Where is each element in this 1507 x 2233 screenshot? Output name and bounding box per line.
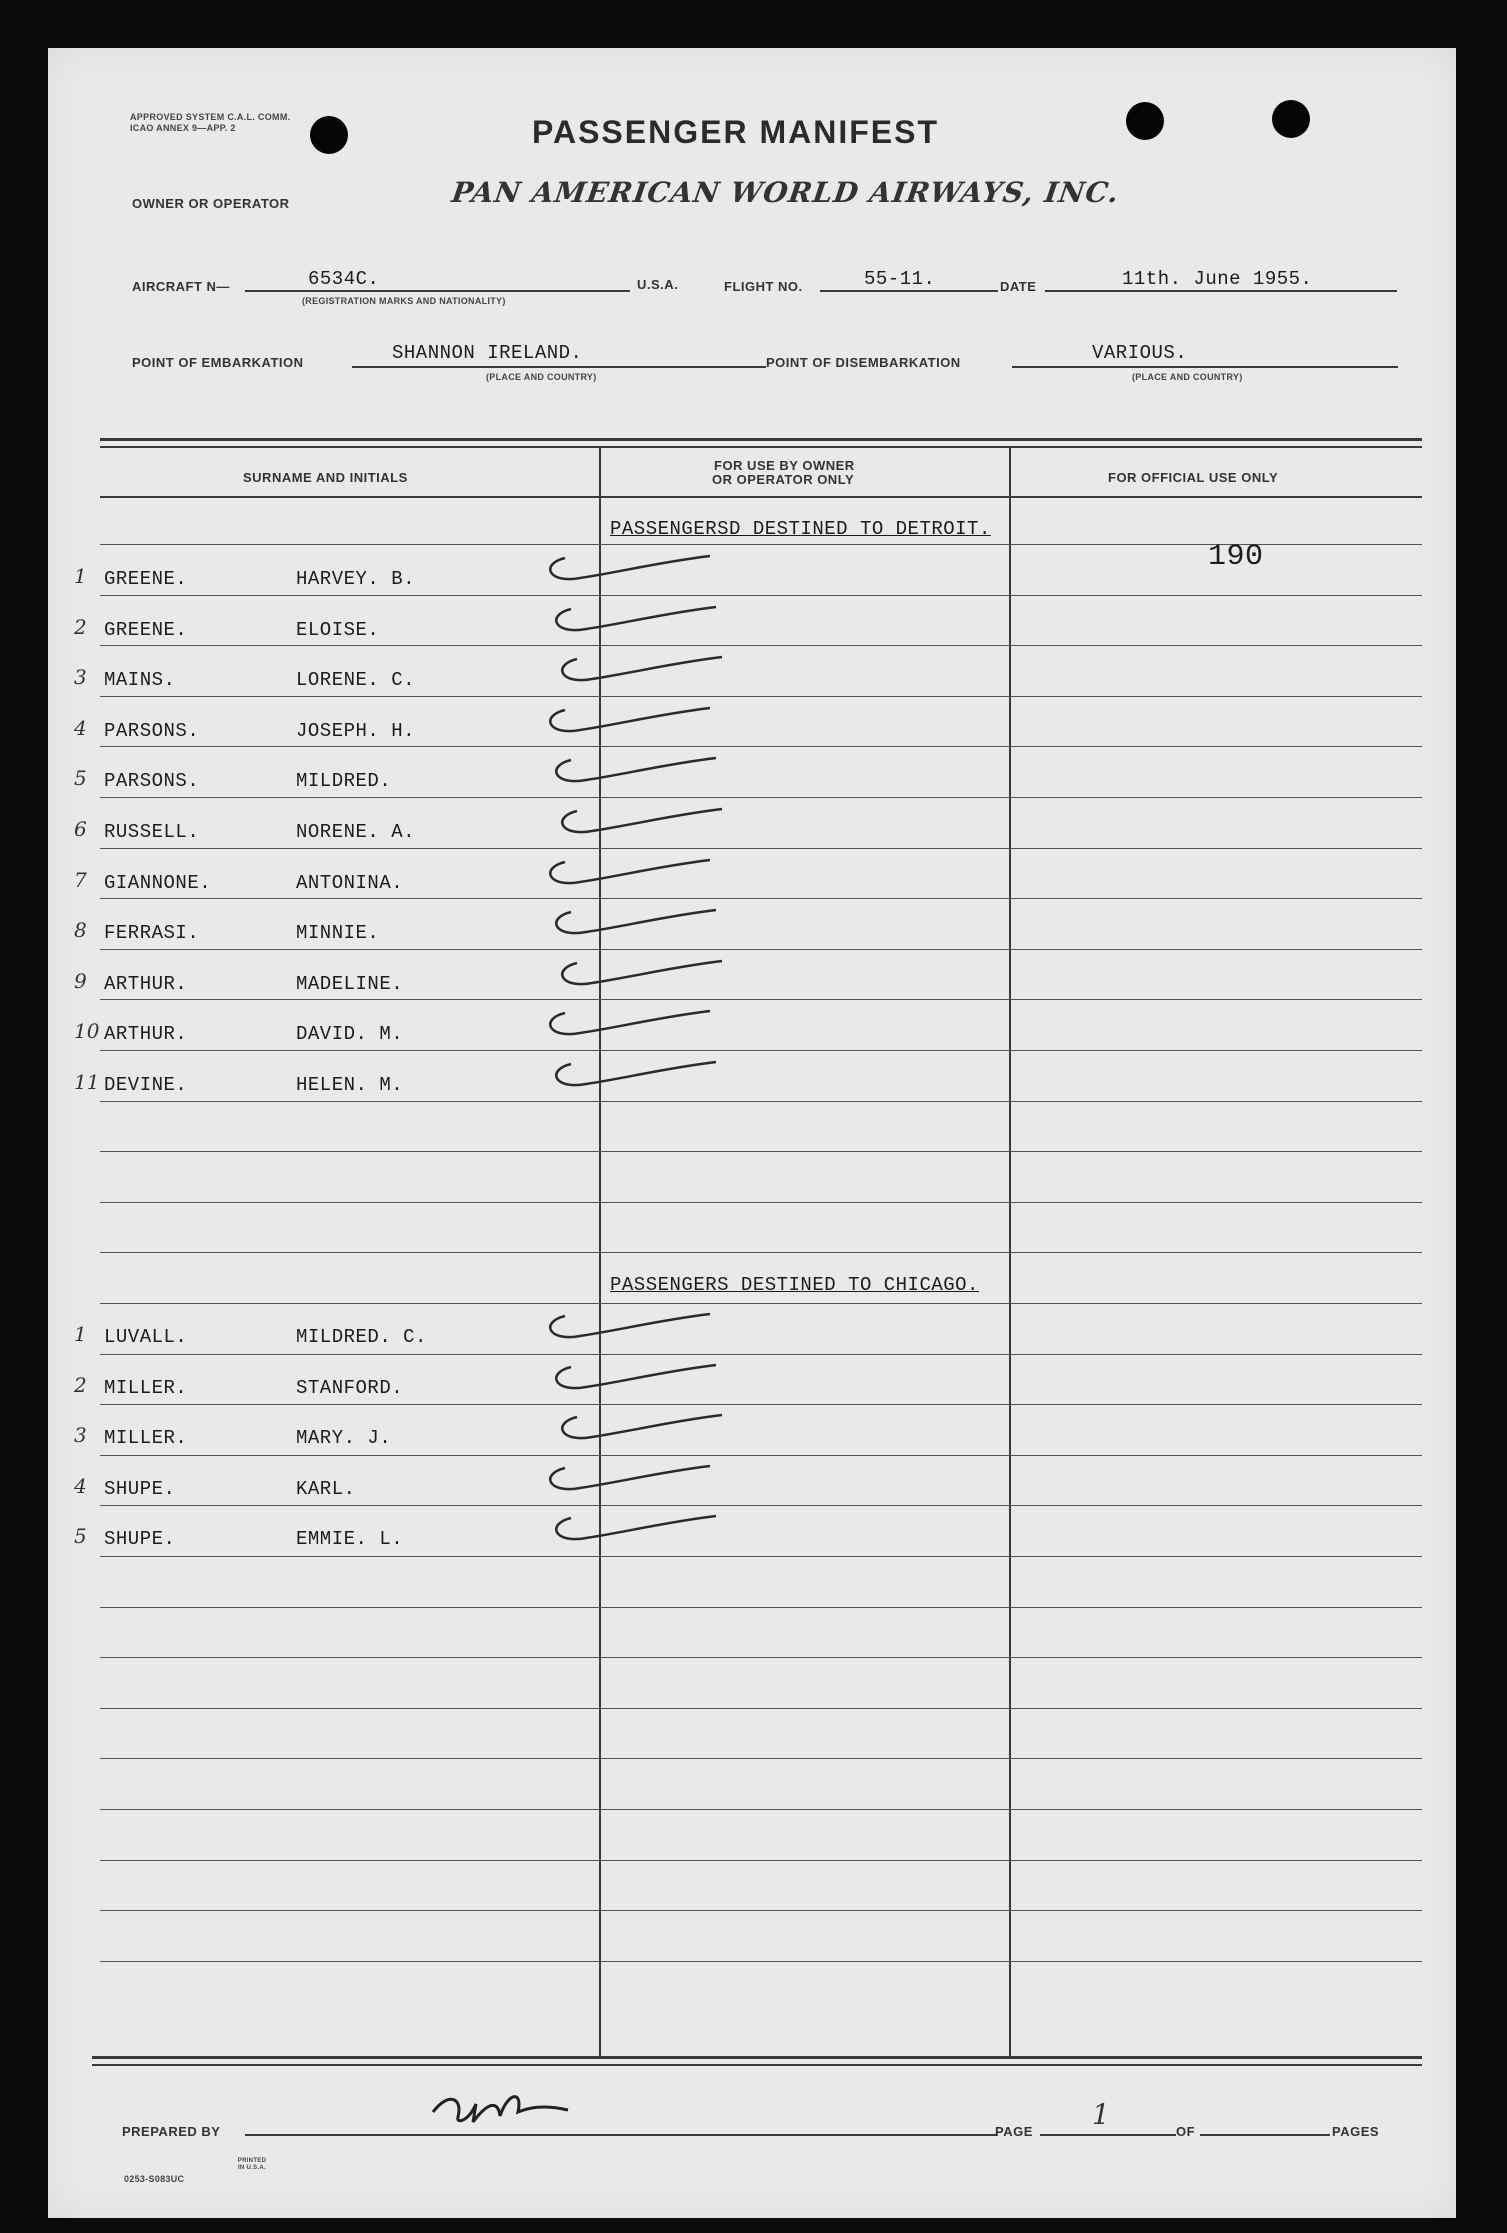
passenger-given-names: HARVEY. B. [296,568,416,590]
prepared-label: PREPARED BY [122,2124,221,2139]
page-label: PAGE [995,2124,1033,2139]
passenger-given-names: LORENE. C. [296,669,416,692]
passenger-surname: GREENE. [104,568,188,590]
check-mark [540,702,760,742]
passenger-given-names: MILDRED. [296,770,392,793]
ruled-line [100,848,1422,849]
passenger-surname: MAINS. [104,669,176,692]
ruled-line [100,595,1422,596]
passenger-number: 5 [74,766,87,791]
passenger-number: 10 [74,1019,100,1044]
prepared-signature [428,2082,578,2137]
passenger-surname: GIANNONE. [104,871,212,894]
date-line [1045,290,1397,292]
pages-label: PAGES [1332,2124,1380,2139]
check-mark [552,651,772,691]
passenger-surname: ARTHUR. [104,1023,188,1046]
page-line [1040,2134,1176,2136]
passenger-number: 5 [74,1524,87,1549]
ruled-line [100,645,1422,646]
passenger-given-names: HELEN. M. [296,1074,404,1096]
passenger-surname: ARTHUR. [104,972,188,995]
ruled-line [100,1202,1422,1203]
ruled-line [100,999,1422,1000]
punch-hole [310,116,348,154]
embark-label: POINT OF EMBARKATION [132,355,304,370]
column-header-surname: SURNAME AND INITIALS [243,470,408,485]
passenger-number: 2 [74,614,87,639]
check-mark [546,1510,766,1550]
check-mark [546,1359,766,1399]
column-header-owner-use: FOR USE BY OWNER [714,458,855,473]
check-mark [540,1308,760,1348]
passenger-given-names: EMMIE. L. [296,1528,404,1551]
check-mark [546,601,766,641]
table-top-rule [100,446,1422,448]
ruled-line [100,1252,1422,1253]
flight-label: FLIGHT NO. [724,279,803,294]
passenger-given-names: STANFORD. [296,1376,404,1399]
flight-value: 55-11. [864,268,936,290]
aircraft-line [245,290,630,292]
usa-label: U.S.A. [637,277,679,292]
passenger-surname: SHUPE. [104,1528,176,1551]
table-bottom-rule [92,2064,1422,2066]
manifest-sheet [48,48,1456,2218]
passenger-number: 2 [74,1372,87,1397]
column-header-official: FOR OFFICIAL USE ONLY [1108,470,1279,485]
ruled-line [100,898,1422,899]
passenger-surname: LUVALL. [104,1326,188,1348]
ruled-line [100,1910,1422,1911]
approval-note: APPROVED SYSTEM C.A.L. COMM. ICAO ANNEX 9—APP. 2 [130,112,291,133]
check-mark [540,1005,760,1045]
embark-sub: (PLACE AND COUNTRY) [486,372,597,382]
owner-label: OWNER OR OPERATOR [132,196,290,211]
embark-line [352,366,766,368]
aircraft-sub: (REGISTRATION MARKS AND NATIONALITY) [302,296,506,306]
check-mark [552,1409,772,1449]
passenger-surname: FERRASI. [104,922,200,945]
ruled-line [100,1556,1422,1557]
group-header-detroit: PASSENGERSD DESTINED TO DETROIT. [610,518,991,540]
passenger-given-names: KARL. [296,1477,356,1500]
of-label: OF [1176,2124,1196,2139]
passenger-surname: RUSSELL. [104,821,200,843]
ruled-line [100,1354,1422,1355]
page-value: 1 [1092,2098,1110,2131]
passenger-number: 3 [74,1423,87,1448]
passenger-number: 4 [74,715,87,740]
passenger-number: 1 [74,1322,87,1346]
passenger-number: 7 [74,867,87,892]
passenger-number: 4 [74,1473,87,1498]
ruled-line [100,1505,1422,1506]
ruled-line [100,1961,1422,1962]
check-mark [546,752,766,792]
aircraft-label: AIRCRAFT N— [132,279,230,294]
group-header-chicago: PASSENGERS DESTINED TO CHICAGO. [610,1274,979,1296]
punch-hole [1126,102,1164,140]
column-divider [1009,448,1011,2058]
passenger-surname: MILLER. [104,1427,188,1450]
check-mark [540,854,760,894]
header-rule [100,496,1422,498]
ruled-line [100,696,1422,697]
passenger-surname: MILLER. [104,1376,188,1399]
punch-hole [1272,100,1310,138]
disembark-value: VARIOUS. [1092,342,1188,364]
passenger-surname: GREENE. [104,618,188,641]
date-label: DATE [1000,279,1037,294]
passenger-given-names: MINNIE. [296,922,380,945]
passenger-number: 9 [74,968,87,993]
passenger-number: 6 [74,817,87,841]
check-mark [552,803,772,843]
ruled-line [100,1050,1422,1051]
passenger-surname: DEVINE. [104,1074,188,1096]
check-mark [540,550,760,590]
ruled-line [100,1809,1422,1810]
passenger-given-names: DAVID. M. [296,1023,404,1046]
passenger-given-names: ELOISE. [296,618,380,641]
passenger-given-names: ANTONINA. [296,871,404,894]
check-mark [552,955,772,995]
passenger-number: 8 [74,918,87,943]
owner-value: PAN AMERICAN WORLD AIRWAYS, INC. [449,176,1122,209]
ruled-line [100,1657,1422,1658]
date-value: 11th. June 1955. [1122,268,1313,290]
ruled-line [100,949,1422,950]
passenger-number: 11 [74,1070,100,1094]
passenger-given-names: MADELINE. [296,972,404,995]
check-mark [546,1056,766,1096]
check-mark [546,904,766,944]
ruled-line [100,1151,1422,1152]
ruled-line [100,797,1422,798]
official-note: 190 [1208,540,1264,574]
form-number: 0253-S083UC [124,2174,185,2184]
passenger-surname: PARSONS. [104,719,200,742]
passenger-surname: SHUPE. [104,1477,176,1500]
flight-line [820,290,998,292]
table-bottom-rule [92,2056,1422,2059]
disembark-line [1012,366,1398,368]
prepared-line [245,2134,997,2136]
aircraft-value: 6534C. [308,268,380,290]
passenger-number: 1 [74,564,87,588]
ruled-line [100,1404,1422,1405]
ruled-line [100,1860,1422,1861]
page-title: PASSENGER MANIFEST [532,114,939,150]
disembark-sub: (PLACE AND COUNTRY) [1132,372,1243,382]
ruled-line [100,1708,1422,1709]
ruled-line [100,1303,1422,1304]
passenger-given-names: MILDRED. C. [296,1326,427,1348]
embark-value: SHANNON IRELAND. [392,342,583,364]
column-header-owner-use-2: OR OPERATOR ONLY [712,472,855,487]
ruled-line [100,1455,1422,1456]
passenger-given-names: MARY. J. [296,1427,392,1450]
passenger-number: 3 [74,665,87,690]
of-line [1200,2134,1330,2136]
passenger-given-names: JOSEPH. H. [296,719,416,742]
check-mark [540,1460,760,1500]
ruled-line [100,1758,1422,1759]
table-top-rule [100,438,1422,441]
passenger-surname: PARSONS. [104,770,200,793]
ruled-line [100,746,1422,747]
passenger-given-names: NORENE. A. [296,821,416,843]
ruled-line [100,1607,1422,1608]
disembark-label: POINT OF DISEMBARKATION [766,355,961,370]
printed-in: PRINTED IN U.S.A. [237,2158,267,2171]
ruled-line [100,1101,1422,1102]
